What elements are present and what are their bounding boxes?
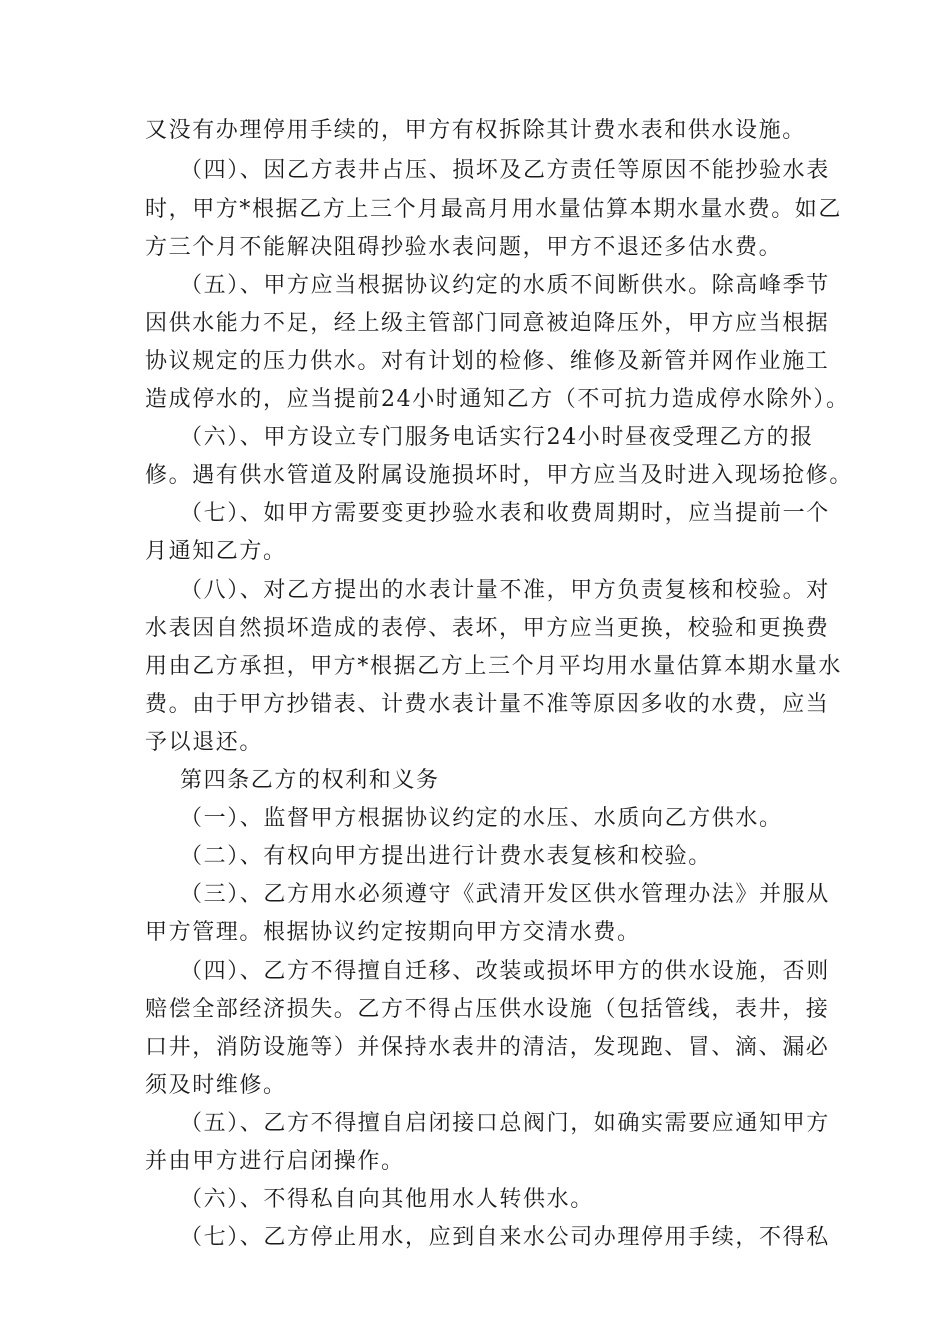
text-line: （七）、乙方停止用水，应到自来水公司办理停用手续，不得私 xyxy=(180,1225,830,1250)
text-line: 费。由于甲方抄错表、计费水表计量不准等原因多收的水费，应当 xyxy=(145,692,830,717)
text-line: （六）、甲方设立专门服务电话实行24小时昼夜受理乙方的报 xyxy=(180,425,814,450)
text-line: 甲方管理。根据协议约定按期向甲方交清水费。 xyxy=(145,920,641,945)
text-line: 方三个月不能解决阻碍抄验水表问题，甲方不退还多估水费。 xyxy=(145,235,783,260)
text-line: （一）、监督甲方根据协议约定的水压、水质向乙方供水。 xyxy=(180,806,783,831)
text-line: （四）、因乙方表井占压、损坏及乙方责任等原因不能抄验水表 xyxy=(180,158,830,183)
text-line: （六）、不得私自向其他用水人转供水。 xyxy=(180,1187,594,1212)
text-line: 并由甲方进行启闭操作。 xyxy=(145,1149,405,1174)
text-line: （四）、乙方不得擅自迁移、改装或损坏甲方的供水设施，否则 xyxy=(180,959,830,984)
text-line: （八）、对乙方提出的水表计量不准，甲方负责复核和校验。对 xyxy=(180,578,830,603)
text-line: 造成停水的，应当提前24小时通知乙方（不可抗力造成停水除外）。 xyxy=(145,387,850,412)
text-line: 赔偿全部经济损失。乙方不得占压供水设施（包括管线，表井，接 xyxy=(145,997,830,1022)
text-line: 时，甲方*根据乙方上三个月最高月用水量估算本期水量水费。如乙 xyxy=(145,197,843,222)
text-line: 月通知乙方。 xyxy=(145,539,287,564)
text-line: 修。遇有供水管道及附属设施损坏时，甲方应当及时进入现场抢修。 xyxy=(145,463,854,488)
text-line: （二）、有权向甲方提出进行计费水表复核和校验。 xyxy=(180,844,712,869)
text-line: 口井，消防设施等）并保持水表井的清洁，发现跑、冒、滴、漏必 xyxy=(145,1035,830,1060)
text-line: （五）、乙方不得擅自启闭接口总阀门，如确实需要应通知甲方 xyxy=(180,1111,830,1136)
text-line: 因供水能力不足，经上级主管部门同意被迫降压外，甲方应当根据 xyxy=(145,311,830,336)
text-line: 协议规定的压力供水。对有计划的检修、维修及新管并网作业施工 xyxy=(145,349,830,374)
section-heading: 第四条乙方的权利和义务 xyxy=(180,768,440,793)
text-line: （七）、如甲方需要变更抄验水表和收费周期时，应当提前一个 xyxy=(180,501,830,526)
text-line: 须及时维修。 xyxy=(145,1073,287,1098)
text-line: 予以退还。 xyxy=(145,730,264,755)
text-line: （五）、甲方应当根据协议约定的水质不间断供水。除高峰季节 xyxy=(180,273,830,298)
text-line: 又没有办理停用手续的，甲方有权拆除其计费水表和供水设施。 xyxy=(145,118,806,143)
text-line: （三）、乙方用水必须遵守《武清开发区供水管理办法》并服从 xyxy=(180,882,830,907)
text-line: 水表因自然损坏造成的表停、表坏，甲方应当更换，校验和更换费 xyxy=(145,616,830,641)
text-line: 用由乙方承担，甲方*根据乙方上三个月平均用水量估算本期水量水 xyxy=(145,654,843,679)
